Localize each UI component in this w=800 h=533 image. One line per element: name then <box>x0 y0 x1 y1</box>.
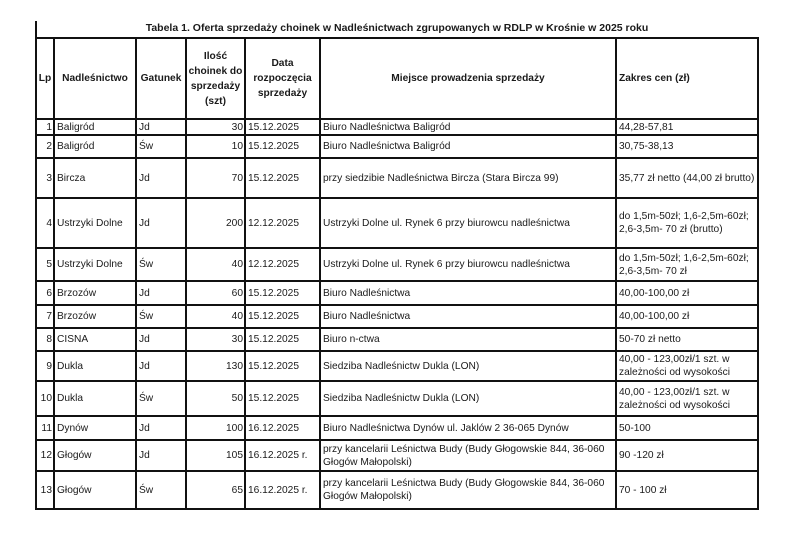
cell-ilosc: 30 <box>186 328 245 351</box>
cell-zakres: 40,00 - 123,00zł/1 szt. w zależności od wysokości <box>616 351 758 381</box>
cell-lp: 12 <box>36 440 54 471</box>
cell-gatunek: Św <box>136 381 186 416</box>
cell-miejsce: Biuro Nadleśnictwa Baligród <box>320 119 616 135</box>
cell-zakres: 30,75-38,13 <box>616 135 758 158</box>
cell-nadlesnictwo: Dukla <box>54 381 136 416</box>
cell-lp: 9 <box>36 351 54 381</box>
document-page <box>35 21 757 510</box>
cell-ilosc: 70 <box>186 158 245 198</box>
table-row <box>36 471 758 509</box>
table-row <box>36 305 758 328</box>
cell-gatunek: Jd <box>136 351 186 381</box>
cell-data: 15.12.2025 <box>245 381 320 416</box>
cell-data: 15.12.2025 <box>245 351 320 381</box>
cell-ilosc: 105 <box>186 440 245 471</box>
cell-lp: 8 <box>36 328 54 351</box>
cell-miejsce: Biuro Nadleśnictwa <box>320 305 616 328</box>
cell-miejsce: Biuro Nadleśnictwa <box>320 281 616 305</box>
cell-zakres: 90 -120 zł <box>616 440 758 471</box>
cell-ilosc: 200 <box>186 198 245 248</box>
cell-gatunek: Jd <box>136 198 186 248</box>
cell-lp: 11 <box>36 416 54 440</box>
cell-miejsce: Siedziba Nadleśnictw Dukla (LON) <box>320 351 616 381</box>
header-ilosc: Ilość choinek do sprzedaży (szt) <box>186 38 245 119</box>
table-row <box>36 135 758 158</box>
cell-data: 15.12.2025 <box>245 135 320 158</box>
cell-ilosc: 50 <box>186 381 245 416</box>
table-body <box>36 119 758 509</box>
cell-ilosc: 40 <box>186 305 245 328</box>
cell-nadlesnictwo: Baligród <box>54 119 136 135</box>
cell-lp: 7 <box>36 305 54 328</box>
cell-zakres: 44,28-57,81 <box>616 119 758 135</box>
cell-data: 15.12.2025 <box>245 328 320 351</box>
cell-miejsce: Biuro Nadleśnictwa Baligród <box>320 135 616 158</box>
cell-lp: 3 <box>36 158 54 198</box>
cell-zakres: do 1,5m-50zł; 1,6-2,5m-60zł; 2,6-3,5m- 70 zł (brutto) <box>616 198 758 248</box>
table-row <box>36 351 758 381</box>
cell-lp: 4 <box>36 198 54 248</box>
cell-data: 15.12.2025 <box>245 305 320 328</box>
cell-lp: 1 <box>36 119 54 135</box>
cell-nadlesnictwo: CISNA <box>54 328 136 351</box>
table-row <box>36 328 758 351</box>
cell-gatunek: Św <box>136 248 186 281</box>
cell-lp: 2 <box>36 135 54 158</box>
cell-data: 16.12.2025 <box>245 416 320 440</box>
table-row <box>36 158 758 198</box>
cell-gatunek: Jd <box>136 281 186 305</box>
cell-miejsce: przy kancelarii Leśnictwa Budy (Budy Głogowskie 844, 36-060 Głogów Małopolski) <box>320 471 616 509</box>
cell-ilosc: 40 <box>186 248 245 281</box>
table-row <box>36 416 758 440</box>
cell-gatunek: Jd <box>136 119 186 135</box>
table-row <box>36 248 758 281</box>
cell-zakres: 50-100 <box>616 416 758 440</box>
cell-miejsce: Biuro Nadleśnictwa Dynów ul. Jaklów 2 36-065 Dynów <box>320 416 616 440</box>
cell-nadlesnictwo: Brzozów <box>54 305 136 328</box>
table-title: Tabela 1. Oferta sprzedaży choinek w Nadleśnictwach zgrupowanych w RDLP w Krośnie w 2025 roku <box>145 22 649 34</box>
cell-lp: 5 <box>36 248 54 281</box>
cell-ilosc: 130 <box>186 351 245 381</box>
cell-miejsce: Biuro n-ctwa <box>320 328 616 351</box>
table-row <box>36 119 758 135</box>
cell-ilosc: 30 <box>186 119 245 135</box>
cell-lp: 10 <box>36 381 54 416</box>
cell-nadlesnictwo: Bircza <box>54 158 136 198</box>
cell-nadlesnictwo: Głogów <box>54 440 136 471</box>
cell-data: 15.12.2025 <box>245 281 320 305</box>
cell-zakres: 40,00 - 123,00zł/1 szt. w zależności od wysokości <box>616 381 758 416</box>
cell-data: 16.12.2025 r. <box>245 440 320 471</box>
cell-data: 12.12.2025 <box>245 248 320 281</box>
cell-ilosc: 60 <box>186 281 245 305</box>
cell-zakres: 50-70 zł netto <box>616 328 758 351</box>
cell-nadlesnictwo: Ustrzyki Dolne <box>54 248 136 281</box>
cell-miejsce: przy siedzibie Nadleśnictwa Bircza (Stara Bircza 99) <box>320 158 616 198</box>
cell-ilosc: 100 <box>186 416 245 440</box>
cell-miejsce: Siedziba Nadleśnictw Dukla (LON) <box>320 381 616 416</box>
table-row <box>36 381 758 416</box>
cell-nadlesnictwo: Ustrzyki Dolne <box>54 198 136 248</box>
table-row <box>36 440 758 471</box>
header-nadlesnictwo: Nadleśnictwo <box>54 38 136 119</box>
cell-nadlesnictwo: Baligród <box>54 135 136 158</box>
cell-gatunek: Św <box>136 135 186 158</box>
header-zakres: Zakres cen (zł) <box>616 38 758 119</box>
table-row <box>36 198 758 248</box>
cell-miejsce: Ustrzyki Dolne ul. Rynek 6 przy biurowcu nadleśnictwa <box>320 198 616 248</box>
cell-zakres: 35,77 zł netto (44,00 zł brutto) <box>616 158 758 198</box>
table-row <box>36 281 758 305</box>
cell-nadlesnictwo: Dynów <box>54 416 136 440</box>
cell-gatunek: Jd <box>136 416 186 440</box>
header-row <box>36 38 758 119</box>
cell-nadlesnictwo: Dukla <box>54 351 136 381</box>
header-miejsce: Miejsce prowadzenia sprzedaży <box>320 38 616 119</box>
cell-data: 15.12.2025 <box>245 158 320 198</box>
cell-gatunek: Św <box>136 471 186 509</box>
cell-miejsce: przy kancelarii Leśnictwa Budy (Budy Głogowskie 844, 36-060 Głogów Małopolski) <box>320 440 616 471</box>
cell-zakres: 40,00-100,00 zł <box>616 281 758 305</box>
christmas-tree-offer-table <box>35 37 759 510</box>
cell-gatunek: Św <box>136 305 186 328</box>
cell-data: 16.12.2025 r. <box>245 471 320 509</box>
cell-ilosc: 10 <box>186 135 245 158</box>
cell-data: 15.12.2025 <box>245 119 320 135</box>
cell-zakres: 70 - 100 zł <box>616 471 758 509</box>
cell-gatunek: Jd <box>136 440 186 471</box>
header-data: Data rozpoczęcia sprzedaży <box>245 38 320 119</box>
cell-gatunek: Jd <box>136 328 186 351</box>
cell-nadlesnictwo: Głogów <box>54 471 136 509</box>
cell-lp: 13 <box>36 471 54 509</box>
cell-zakres: 40,00-100,00 zł <box>616 305 758 328</box>
cell-lp: 6 <box>36 281 54 305</box>
header-lp: Lp <box>36 38 54 119</box>
cell-data: 12.12.2025 <box>245 198 320 248</box>
cell-nadlesnictwo: Brzozów <box>54 281 136 305</box>
cell-zakres: do 1,5m-50zł; 1,6-2,5m-60zł; 2,6-3,5m- 70 zł <box>616 248 758 281</box>
cell-gatunek: Jd <box>136 158 186 198</box>
cell-miejsce: Ustrzyki Dolne ul. Rynek 6 przy biurowcu nadleśnictwa <box>320 248 616 281</box>
header-gatunek: Gatunek <box>136 38 186 119</box>
title-row <box>35 21 757 37</box>
cell-ilosc: 65 <box>186 471 245 509</box>
